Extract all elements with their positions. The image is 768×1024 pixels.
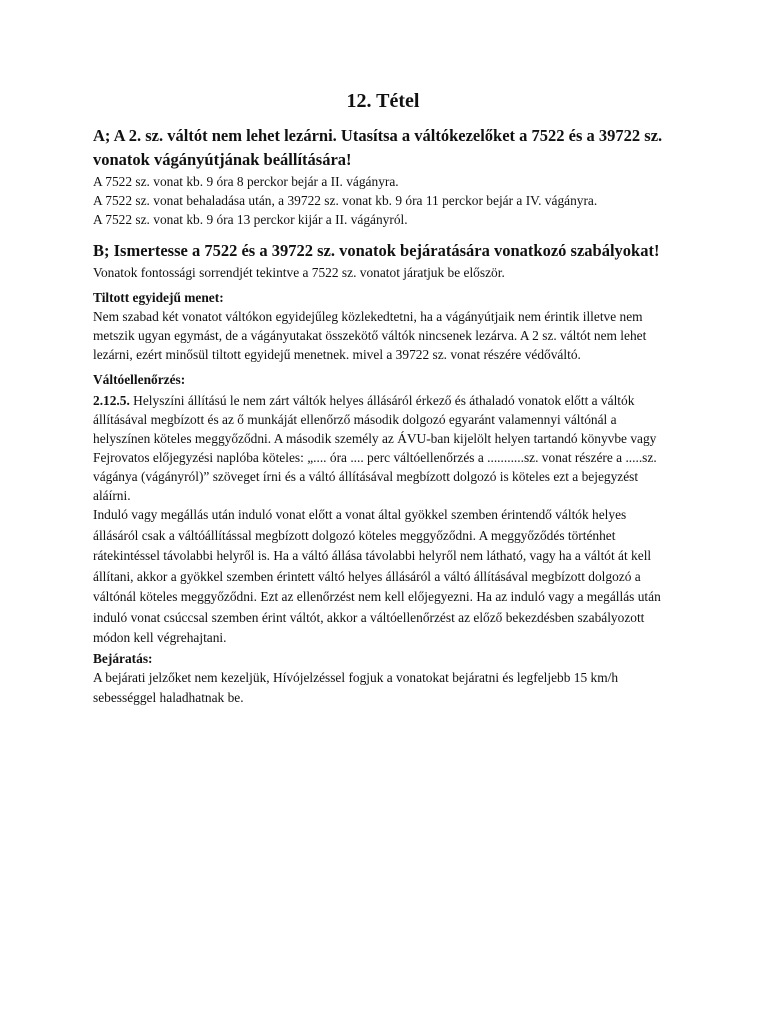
bejaratas-heading: Bejáratás: [93, 650, 153, 666]
tiltott-heading: Tiltott egyidejű menet: [93, 290, 224, 305]
section-a-line-1: A 7522 sz. vonat kb. 9 óra 8 perckor bejár a II. vágányra. [93, 174, 399, 189]
section-b-intro: Vonatok fontossági sorrendjét tekintve a 7522 sz. vonatot járatjuk be először. [93, 265, 505, 280]
valtoellenorzes-paragraph-2: Induló vagy megállás után induló vonat előtt a vonat által gyökkel szemben érintendő váltók helyes állásáról csak a váltóállítással megbízott dolgozó köteles meggyőződni. A meggyőződés történhet rátekintéssel távolabbi helyről is. Ha a váltó állása távolabbi helyről nem látható, vagy ha a váltót át kell állítani, akkor a gyökkel szemben érintett váltó helyes állásáról a váltó állításával megbízott dolgozó a váltónál köteles meggyőződni. Ezt az ellenőrzést nem kell előjegyezni. Ha az induló vagy a megállás után induló vonat csúccsal szemben érint váltót, akkor a váltóellenőrzést az előző bekezdésben szabályozott módon kell végrehajtani. [93, 507, 661, 645]
section-b-heading: B; Ismertesse a 7522 és a 39722 sz. vonatok bejáratására vonatkozó szabályokat! [93, 241, 660, 260]
valtoellenorzes-heading: Váltóellenőrzés: [93, 372, 186, 387]
section-a-line-3: A 7522 sz. vonat kb. 9 óra 13 perckor kijár a II. vágányról. [93, 212, 408, 227]
page-title: 12. Tétel [346, 90, 420, 112]
section-a-heading: A; A 2. sz. váltót nem lehet lezárni. Utasítsa a váltókezelőket a 7522 és a 39722 sz. vonatok vágányútjának beállítására! [93, 126, 663, 169]
section-a-line-2: A 7522 sz. vonat behaladása után, a 39722 sz. vonat kb. 9 óra 11 perckor bejár a IV. vágányra. [93, 193, 598, 208]
valtoellenorzes-text-1: Helyszíni állítású le nem zárt váltók helyes állásáról érkező és áthaladó vonatok előtt a váltók állításával megbízott és az ő munkáját ellenőrző második dolgozó egyaránt valamennyi váltónál a helyszínen köteles meggyőződni. A második személy az ÁVU-ban kijelölt helyen tartandó könyvbe vagy Fejrovatos előjegyzési naplóba köteles: „.... óra .... perc váltóellenőrzés a ...........sz. vonat részére a .....sz. vágánya (vágányról)” szöveget írni és a váltó állításával megbízott dolgozó is köteles ezt a bejegyzést aláírni. [93, 393, 657, 503]
rule-reference: 2.12.5. [93, 393, 130, 408]
valtoellenorzes-paragraph-1 [93, 391, 673, 505]
document-page [93, 88, 673, 709]
bejaratas-paragraph: A bejárati jelzőket nem kezeljük, Hívójelzéssel fogjuk a vonatokat bejáratni és legfeljebb 15 km/h sebességgel haladhatnak be. [93, 669, 619, 705]
tiltott-paragraph: Nem szabad két vonatot váltókon egyidejűleg közlekedtetni, ha a vágányútjaik nem érintik illetve nem metszik ugyan egymást, de a vágányutakat összekötő váltók nincsenek lezárva. A 2 sz. váltót nem lehet lezárni, ezért minősül tiltott egyidejű menetnek. mivel a 39722 sz. vonat részére védőváltó. [93, 309, 647, 362]
